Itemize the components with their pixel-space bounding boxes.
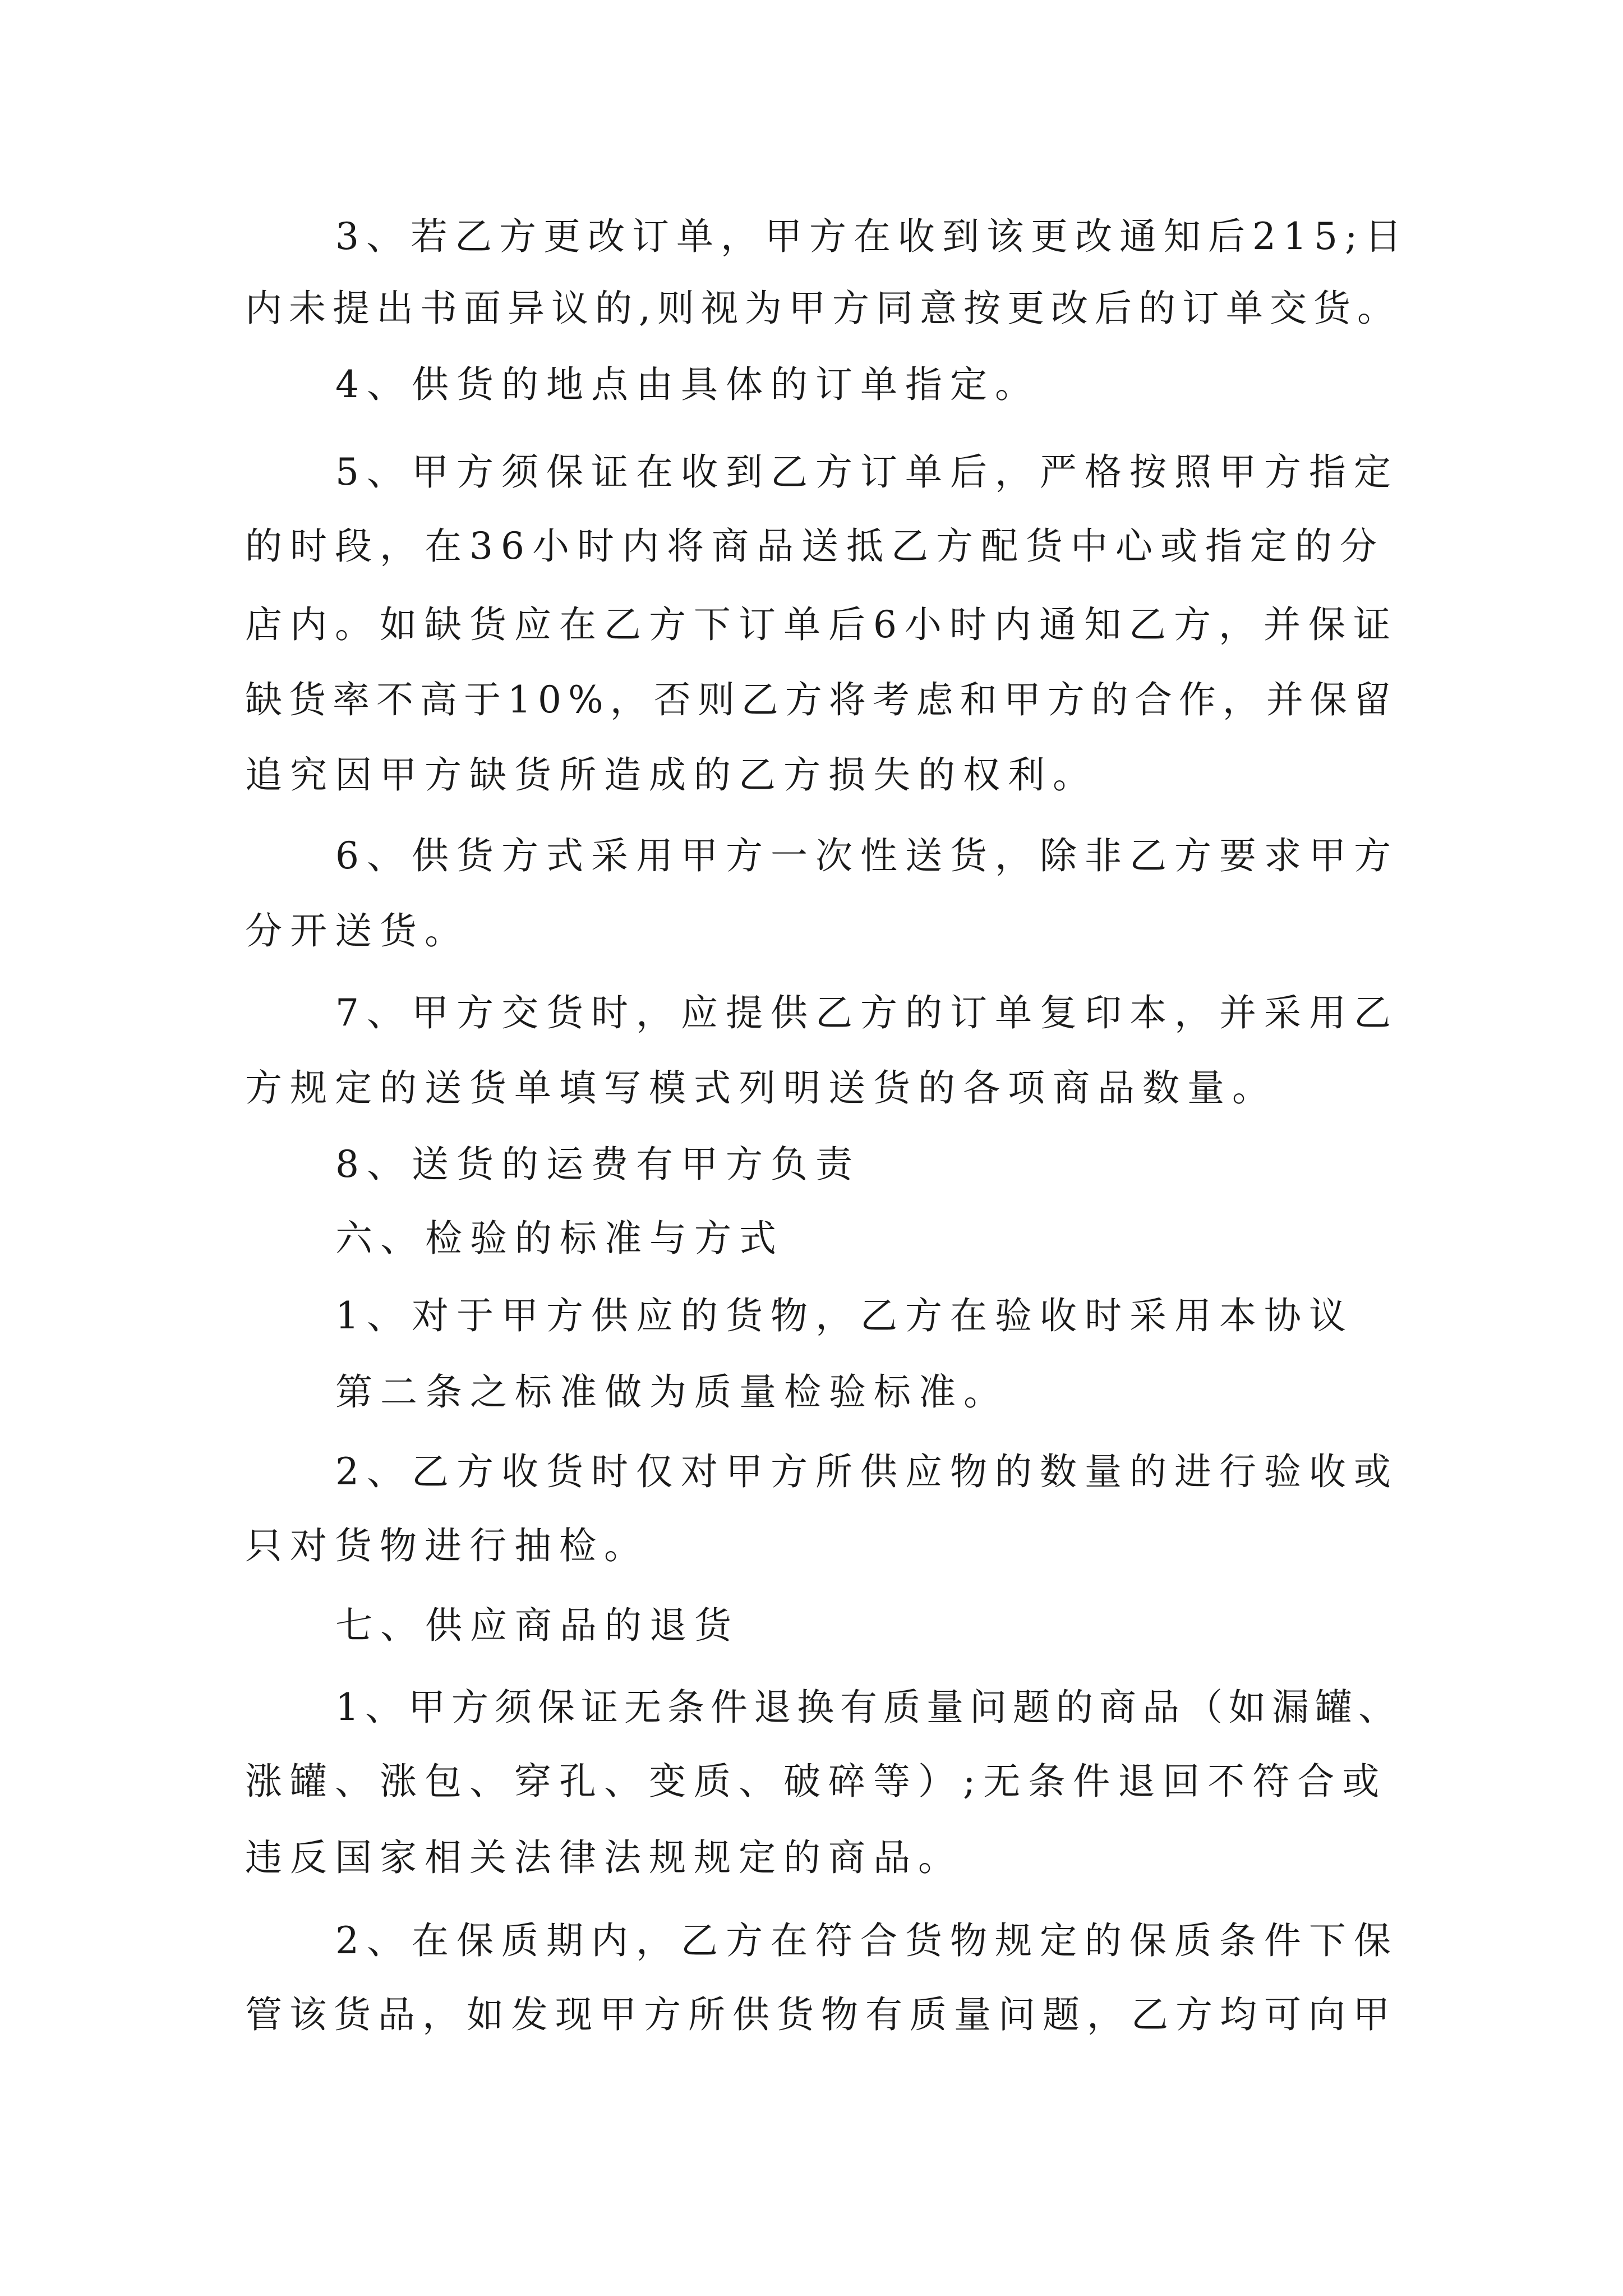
- text-line: 8、送货的运费有甲方负责: [335, 1143, 860, 1186]
- text-line: 7、甲方交货时，应提供乙方的订单复印本，并采用乙: [335, 991, 1399, 1034]
- text-line: 只对货物进行抽检。: [245, 1524, 649, 1567]
- text-line: 管该货品，如发现甲方所供货物有质量问题，乙方均可向甲: [245, 1993, 1397, 2036]
- section-heading: 七、供应商品的退货: [335, 1604, 739, 1647]
- text-line: 的时段，在36小时内将商品送抵乙方配货中心或指定的分: [245, 524, 1385, 568]
- text-line: 5、甲方须保证在收到乙方订单后，严格按照甲方指定: [335, 450, 1399, 494]
- text-line: 1、甲方须保证无条件退换有质量问题的商品（如漏罐、: [335, 1686, 1401, 1729]
- text-line: 1、对于甲方供应的货物，乙方在验收时采用本协议: [335, 1294, 1354, 1337]
- text-line: 分开送货。: [245, 909, 469, 953]
- text-line: 6、供货方式采用甲方一次性送货，除非乙方要求甲方: [335, 834, 1399, 877]
- section-heading: 六、检验的标准与方式: [335, 1217, 784, 1260]
- text-line: 违反国家相关法律法规规定的商品。: [245, 1836, 963, 1879]
- text-line: 涨罐、涨包、穿孔、变质、破碎等）;无条件退回不符合或: [245, 1760, 1387, 1803]
- text-line: 店内。如缺货应在乙方下订单后6小时内通知乙方，并保证: [245, 603, 1398, 646]
- text-line: 2、乙方收货时仅对甲方所供应物的数量的进行验收或: [335, 1450, 1399, 1493]
- text-line: 方规定的送货单填写模式列明送货的各项商品数量。: [245, 1066, 1277, 1110]
- text-line: 第二条之标准做为质量检验标准。: [335, 1370, 1008, 1414]
- text-line: 缺货率不高于10%，否则乙方将考虑和甲方的合作，并保留: [245, 678, 1398, 721]
- text-line: 内未提出书面异议的,则视为甲方同意按更改后的订单交货。: [245, 287, 1401, 330]
- text-line: 2、在保质期内，乙方在符合货物规定的保质条件下保: [335, 1919, 1399, 1962]
- text-line: 4、供货的地点由具体的订单指定。: [335, 363, 1040, 406]
- text-line: 追究因甲方缺货所造成的乙方损失的权利。: [245, 753, 1098, 797]
- text-line: 3、若乙方更改订单，甲方在收到该更改通知后215;日: [335, 215, 1409, 258]
